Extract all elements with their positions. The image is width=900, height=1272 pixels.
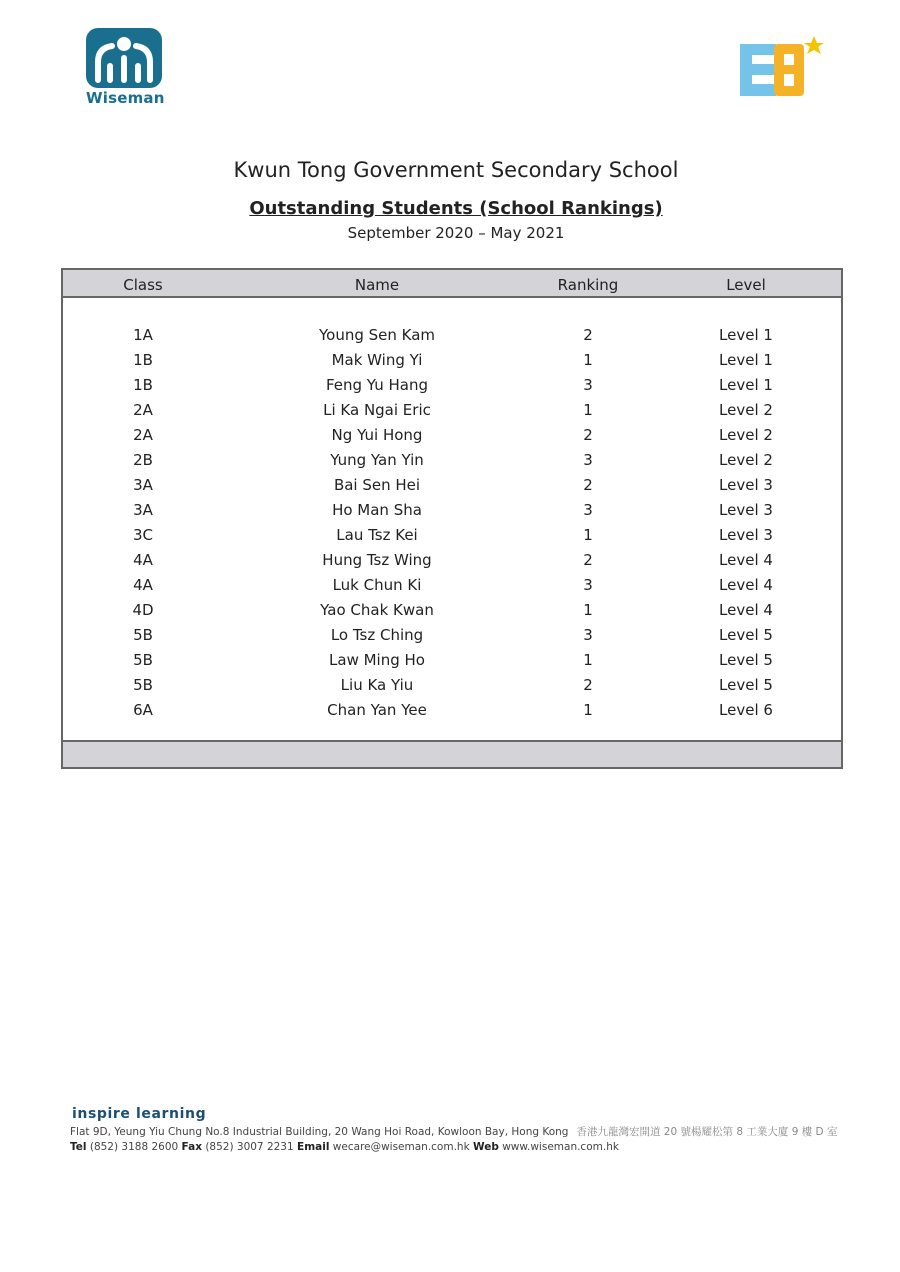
cell-class: 2A [133, 426, 153, 444]
cell-class: 3A [133, 501, 153, 519]
cell-name: Mak Wing Yi [331, 351, 423, 369]
fax-label: Fax [181, 1141, 202, 1153]
table-row [63, 576, 841, 601]
footer-address-en: Flat 9D, Yeung Yiu Chung No.8 Industrial Building, 20 Wang Hoi Road, Kowloon Bay, Hong Kong [70, 1126, 569, 1138]
cell-name: Lo Tsz Ching [330, 626, 424, 644]
table-row [63, 426, 841, 451]
cell-name: Ng Yui Hong [331, 426, 423, 444]
footer-address-line [70, 1124, 850, 1139]
cell-class: 4A [133, 576, 153, 594]
cell-ranking: 1 [583, 701, 593, 719]
web-label: Web [473, 1141, 499, 1153]
cell-class: 3C [132, 526, 154, 544]
email-value: wecare@wiseman.com.hk [332, 1141, 470, 1153]
wiseman-logo-mark [86, 28, 162, 88]
cell-class: 4D [132, 601, 154, 619]
cell-name: Yung Yan Yin [330, 451, 424, 469]
cell-name: Young Sen Kam [318, 326, 436, 344]
cell-ranking: 1 [583, 601, 593, 619]
tel-label: Tel [70, 1141, 87, 1153]
cell-class: 2B [133, 451, 153, 469]
table-row [63, 626, 841, 651]
cell-name: Yao Chak Kwan [320, 601, 434, 619]
cell-class: 4A [133, 551, 153, 569]
column-header-ranking: Ranking [557, 276, 619, 294]
column-header-level: Level [726, 276, 766, 294]
wiseman-wordmark: Wiseman [86, 89, 165, 107]
table-row [63, 326, 841, 351]
cell-name: Li Ka Ngai Eric [323, 401, 431, 419]
cell-class: 3A [133, 476, 153, 494]
date-period: September 2020 – May 2021 [347, 224, 565, 242]
cell-ranking: 1 [583, 401, 593, 419]
cell-class: 5B [133, 626, 153, 644]
web-value: www.wiseman.com.hk [502, 1141, 619, 1153]
cell-name: Hung Tsz Wing [322, 551, 432, 569]
table-row [63, 701, 841, 726]
cell-level: Level 5 [719, 651, 773, 669]
cell-name: Lau Tsz Kei [336, 526, 418, 544]
cell-ranking: 3 [583, 626, 593, 644]
table-row [63, 601, 841, 626]
cell-class: 1B [133, 351, 153, 369]
cell-ranking: 2 [583, 426, 593, 444]
email-label: Email [297, 1141, 330, 1153]
wiseman-logo [86, 28, 164, 107]
cell-ranking: 3 [583, 576, 593, 594]
cell-level: Level 4 [719, 576, 773, 594]
table-row [63, 676, 841, 701]
cell-name: Law Ming Ho [329, 651, 425, 669]
cell-level: Level 1 [719, 351, 773, 369]
cell-ranking: 2 [583, 476, 593, 494]
rankings-table [61, 268, 843, 769]
table-header [63, 270, 841, 298]
cell-level: Level 1 [719, 376, 773, 394]
footer-contact-line [70, 1141, 850, 1153]
cell-ranking: 2 [583, 676, 593, 694]
cell-ranking: 3 [583, 376, 593, 394]
cell-class: 1A [133, 326, 153, 344]
cell-class: 2A [133, 401, 153, 419]
table-row [63, 476, 841, 501]
footer-address-cn: 香港九龍灣宏開道 20 號楊耀松第 8 工業大廈 9 樓 D 室 [576, 1126, 838, 1138]
cell-class: 6A [133, 701, 153, 719]
cell-ranking: 1 [583, 351, 593, 369]
table-row [63, 401, 841, 426]
cell-level: Level 3 [719, 526, 773, 544]
table-row [63, 651, 841, 676]
cell-class: 5B [133, 676, 153, 694]
cell-name: Bai Sen Hei [333, 476, 421, 494]
cell-name: Luk Chun Ki [332, 576, 422, 594]
cell-level: Level 1 [719, 326, 773, 344]
table-row [63, 501, 841, 526]
cell-level: Level 3 [719, 501, 773, 519]
tel-value: (852) 3188 2600 [89, 1141, 179, 1153]
cell-ranking: 2 [583, 551, 593, 569]
table-row [63, 526, 841, 551]
cell-level: Level 2 [719, 426, 773, 444]
cell-class: 5B [133, 651, 153, 669]
cell-level: Level 2 [719, 451, 773, 469]
footer-tagline: inspire learning [72, 1106, 207, 1122]
fax-value: (852) 3007 2231 [205, 1141, 294, 1153]
table-row [63, 451, 841, 476]
cell-level: Level 4 [719, 551, 773, 569]
cell-level: Level 2 [719, 401, 773, 419]
table-row [63, 376, 841, 401]
cell-name: Feng Yu Hang [325, 376, 429, 394]
cell-ranking: 1 [583, 526, 593, 544]
cell-level: Level 6 [719, 701, 773, 719]
cell-ranking: 3 [583, 501, 593, 519]
cell-level: Level 5 [719, 676, 773, 694]
table-footer-bar [63, 740, 841, 767]
school-name: Kwun Tong Government Secondary School [233, 158, 679, 182]
cell-ranking: 2 [583, 326, 593, 344]
column-header-class: Class [123, 276, 163, 294]
cell-ranking: 1 [583, 651, 593, 669]
document-title: Outstanding Students (School Rankings) [249, 198, 663, 219]
cell-name: Ho Man Sha [332, 501, 422, 519]
table-row [63, 351, 841, 376]
cell-level: Level 3 [719, 476, 773, 494]
column-header-name: Name [354, 276, 400, 294]
cell-class: 1B [133, 376, 153, 394]
cell-level: Level 5 [719, 626, 773, 644]
table-row [63, 551, 841, 576]
page-footer [70, 1106, 850, 1153]
cell-ranking: 3 [583, 451, 593, 469]
eb-logo [738, 34, 828, 100]
cell-name: Liu Ka Yiu [340, 676, 414, 694]
cell-level: Level 4 [719, 601, 773, 619]
cell-name: Chan Yan Yee [327, 701, 427, 719]
